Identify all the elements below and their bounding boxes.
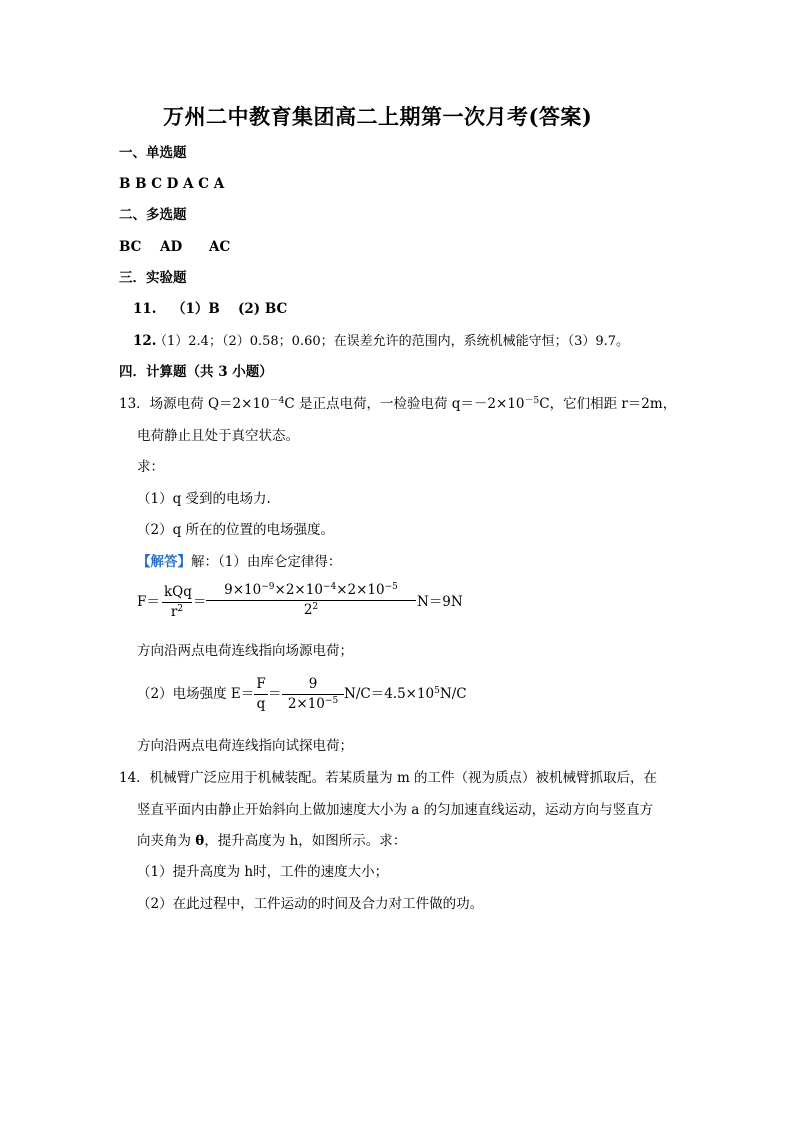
page-title: 万州二中教育集团高二上期第一次月考(答案) xyxy=(163,104,593,129)
section-heading-multi-choice: 二、多选题 xyxy=(119,207,187,223)
q14-line-1: 14．机械臂广泛应用于机械装配。若某质量为 m 的工件（视为质点）被机械臂抓取后，在 xyxy=(119,770,658,786)
multi-choice-answer-2: AD xyxy=(160,239,183,255)
formula-force-lhs: F＝ xyxy=(137,594,160,610)
q14-line-2: 竖直平面内由静止开始斜向上做加速度大小为 a 的匀加速直线运动，运动方向与竖直方 xyxy=(137,802,654,818)
q13-direction-2: 方向沿两点电荷连线指向试探电荷； xyxy=(137,738,353,754)
multi-choice-answer-1: BC xyxy=(119,239,142,255)
section-heading-single-choice: 一、单选题 xyxy=(119,145,187,161)
q12-answer: （1）2.4；（2）0.58；0.60；在误差允许的范围内，系统机械能守恒；（3）9.7。 xyxy=(154,334,630,349)
answer-tag: 【解答】 xyxy=(137,554,191,570)
q13-ask: 求： xyxy=(137,459,164,475)
q13-line-2: 电荷静止且处于真空状态。 xyxy=(137,428,299,444)
q13-line-1: 13．场源电荷 $Q=2\times 10^{-4}C$ 是正点电荷，一检验电荷 $q=-2\times 10^{-5}C$，它们相距 r＝2m， xyxy=(119,396,677,412)
q12-number: 12. xyxy=(133,333,157,349)
multi-choice-answer-3: AC xyxy=(209,239,231,255)
q11-number: 11. xyxy=(133,301,157,317)
q13-sub-1: （1）q 受到的电场力. xyxy=(137,491,271,507)
q13-answer-intro: 【解答】解：（1）由库仑定律得： xyxy=(137,554,342,570)
fraction-f-over-q: F q xyxy=(254,677,268,712)
fraction-force-numeric: $9\times 10^{-9}\times 2\times 10^{-4}\times 2\times 10^{-5}$ $2^2$ xyxy=(206,583,416,618)
formula-field-lhs: （2）电场强度 E＝ xyxy=(137,686,255,702)
section-heading-calculation: 四．计算题（共 3 小题） xyxy=(119,364,273,380)
q11-answer-1: （1）B xyxy=(172,301,220,317)
q13-sub-2: （2）q 所在的位置的电场强度。 xyxy=(137,522,335,538)
formula-equals-2: ＝ xyxy=(268,686,282,702)
formula-field-result: $N/C=4.5\times 10^5N/C$ xyxy=(344,686,467,702)
q11-answer-2: (2) BC xyxy=(238,301,288,317)
section-heading-experiment: 三．实验题 xyxy=(119,270,187,286)
q14-sub-2: （2）在此过程中，工件运动的时间及合力对工件做的功。 xyxy=(137,896,484,912)
q13-direction-1: 方向沿两点电荷连线指向场源电荷； xyxy=(137,643,353,659)
q14-sub-1: （1）提升高度为 h时，工件的速度大小； xyxy=(137,864,389,880)
fraction-field-numeric: 9 $2\times 10^{-5}$ xyxy=(282,677,344,712)
single-choice-answers: B B C D A C A xyxy=(119,176,225,192)
formula-equals-1: ＝ xyxy=(193,594,207,610)
q14-line-3: 向夹角为 θ，提升高度为 h，如图所示。求： xyxy=(137,833,407,849)
fraction-kqq-over-r2: kQq $r^2$ xyxy=(164,584,192,620)
formula-force-result: N＝9N xyxy=(417,594,463,610)
